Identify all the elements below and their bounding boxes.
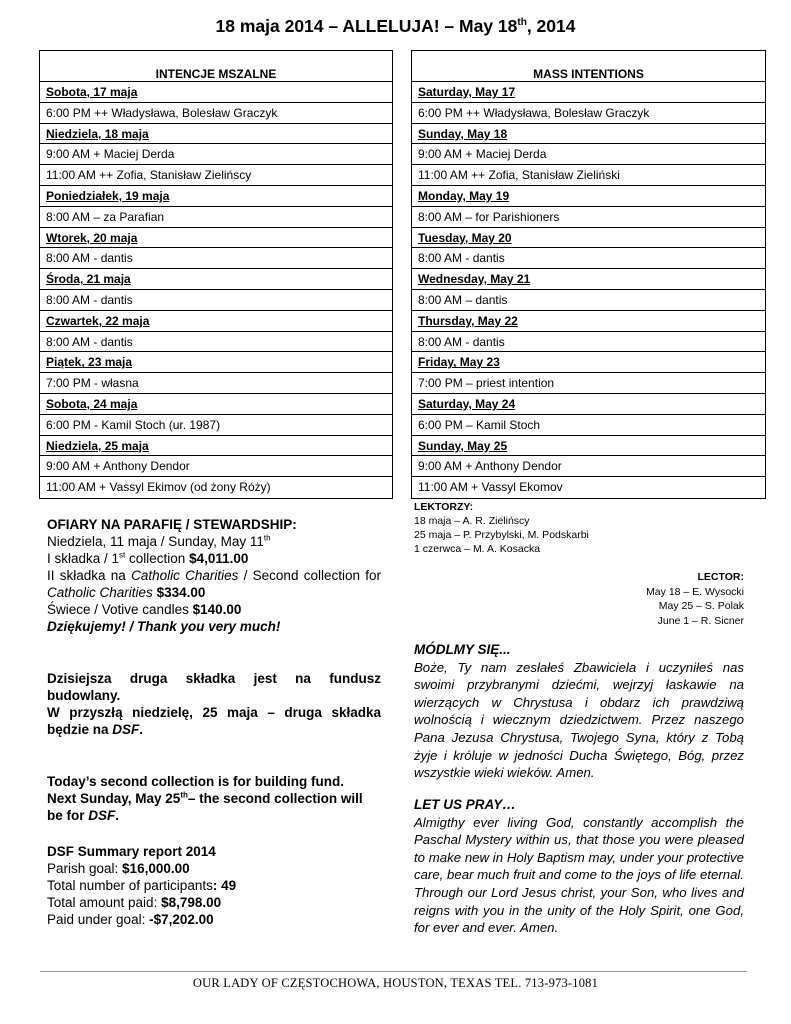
footer-divider [40,971,747,972]
mass-intentions-rows [412,82,765,498]
dsf-under-goal: Paid under goal: -$7,202.00 [47,912,214,927]
dsf-amount-paid: Total amount paid: $8,798.00 [47,895,222,910]
first-collection: I składka / 1st collection $4,011.00 [47,550,249,566]
day-heading: Monday, May 19 [412,186,765,207]
day-heading: Wednesday, May 21 [412,269,765,290]
intention-entry: 11:00 AM ++ Zofia, Stanisław Zielińscy [40,165,392,186]
intention-entry: 9:00 AM + Maciej Derda [412,144,765,165]
lector-section [646,570,744,628]
notice-english [47,773,381,824]
lektorzy-item: 25 maja – P. Przybylski, M. Podskarbi [414,529,589,541]
intention-entry: 6:00 PM - Kamil Stoch (ur. 1987) [40,415,392,436]
day-heading: Wtorek, 20 maja [40,228,392,249]
day-heading: Poniedziałek, 19 maja [40,186,392,207]
title-text: 18 maja 2014 – ALLELUJA! – May 18 [215,16,518,36]
votive-candles-amount: $140.00 [192,602,242,617]
day-heading: Tuesday, May 20 [412,228,765,249]
title-year: , 2014 [526,16,576,36]
intention-entry: 8:00 AM – for Parishioners [412,207,765,228]
prayer-polish-body: Boże, Ty nam zesłałeś Zbawiciela i uczyniłeś nas swoimi przybranymi dziećmi, wejrzyj łaskawie na wierzących w Chrystusa i obdarz ich prawdziwą wolnością i wiecznym dziedzictwem. Przez naszego Pana Jezusa Chrystusa, Twojego Syna, który z Tobą żyje i króluje w jedności Ducha Świętego, Bóg, przez wszystkie wieki wieków. Amen. [414,659,744,781]
intention-entry: 8:00 AM - dantis [412,332,765,353]
notice-polish-line1: Dzisiejsza druga składka jest na fundusz budowlany. [47,671,381,703]
lector-item: May 25 – S. Polak [658,600,744,612]
stewardship-date: Niedziela, 11 maja / Sunday, May 11th [47,533,271,549]
first-collection-amount: $4,011.00 [189,551,249,566]
dsf-summary [47,843,381,928]
intention-entry: 11:00 AM ++ Zofia, Stanisław Zieliński [412,165,765,186]
intention-entry: 9:00 AM + Maciej Derda [40,144,392,165]
second-collection: II składka na Catholic Charities / Second collection for Catholic Charities $334.00 [47,568,382,600]
intention-entry: 6:00 PM ++ Władysława, Bolesław Graczyk [412,103,765,124]
intention-entry: 8:00 AM – za Parafian [40,207,392,228]
intencje-header: INTENCJE MSZALNE [40,51,392,82]
intencje-mszalne-table [39,50,393,499]
thank-you-text: Dziękujemy! / Thank you very much! [47,619,281,634]
dsf-header: DSF Summary report 2014 [47,844,216,859]
intention-entry: 6:00 PM – Kamil Stoch [412,415,765,436]
intention-entry: 8:00 AM - dantis [40,332,392,353]
lektorzy-section [414,500,589,556]
prayer-english-header: LET US PRAY… [414,797,516,812]
day-heading: Niedziela, 25 maja [40,436,392,457]
intention-entry: 11:00 AM + Vassyl Ekomov [418,480,563,495]
day-heading: Sobota, 17 maja [40,82,392,103]
prayer-english-body: Almigthy ever living God, constantly accomplish the Paschal Mystery within us, that those you were pleased to make new in Holy Baptism may, under your protective care, bear much fruit and come to the joys of life eternal. Through our Lord Jesus christ, your Son, who lives and reigns with you in the unity of the Holy Spirit, one God, for ever and ever. Amen. [414,814,744,936]
intention-entry: 8:00 AM – dantis [412,290,765,311]
mass-intentions-header: MASS INTENTIONS [412,51,765,82]
day-heading: Saturday, May 17 [412,82,765,103]
day-heading: Niedziela, 18 maja [40,124,392,145]
day-heading: Czwartek, 22 maja [40,311,392,332]
intention-entry: 9:00 AM + Anthony Dendor [40,456,392,477]
day-heading: Sobota, 24 maja [40,394,392,415]
lector-item: June 1 – R. Sicner [657,614,744,627]
second-collection-amount: $334.00 [156,585,206,600]
day-heading: Sunday, May 18 [412,124,765,145]
day-heading: Piątek, 23 maja [40,352,392,373]
prayer-polish-header: MÓDLMY SIĘ... [414,642,511,657]
notice-english-line1: Today’s second collection is for building fund. [47,774,345,789]
dsf-parish-goal: Parish goal: $16,000.00 [47,861,190,876]
title-superscript: th [517,17,527,29]
intention-entry: 11:00 AM + Vassyl Ekimov (od żony Róży) [46,480,271,495]
notice-polish [47,670,381,738]
intention-entry: 8:00 AM - dantis [40,290,392,311]
day-heading: Friday, May 23 [412,352,765,373]
lektorzy-header: LEKTORZY: [414,501,474,513]
day-heading: Sunday, May 25 [412,436,765,457]
intencje-rows [40,82,392,498]
intention-entry: 8:00 AM - dantis [412,248,765,269]
lector-item: May 18 – E. Wysocki [646,585,744,598]
lektorzy-item: 18 maja – A. R. Zielińscy [414,515,530,527]
dsf-participants: Total number of participants: 49 [47,878,237,893]
intention-entry: 8:00 AM - dantis [40,248,392,269]
intention-entry: 6:00 PM ++ Władysława, Bolesław Graczyk [40,103,392,124]
intention-entry: 9:00 AM + Anthony Dendor [412,456,765,477]
footer: OUR LADY OF CZĘSTOCHOWA, HOUSTON, TEXAS TEL. 713-973-1081 [192,976,599,990]
page-title [0,16,791,37]
day-heading: Saturday, May 24 [412,394,765,415]
intention-entry: 7:00 PM – priest intention [412,373,765,394]
intention-entry: 7:00 PM - własna [40,373,392,394]
prayer-english [414,796,744,937]
votive-candles: Świece / Votive candles $140.00 [47,602,242,617]
day-heading: Środa, 21 maja [40,269,392,290]
mass-intentions-table [411,50,766,499]
stewardship-section [47,516,381,635]
lektorzy-item: 1 czerwca – M. A. Kosacka [414,543,541,555]
notice-polish-line2: W przyszłą niedzielę, 25 maja – druga składka będzie na DSF. [47,705,381,737]
day-heading: Thursday, May 22 [412,311,765,332]
notice-english-line2: Next Sunday, May 25th– the second collection will be for DSF. [47,790,363,823]
stewardship-header: OFIARY NA PARAFIĘ / STEWARDSHIP: [47,517,297,532]
prayer-polish [414,641,744,782]
lector-header: LECTOR: [697,571,744,583]
